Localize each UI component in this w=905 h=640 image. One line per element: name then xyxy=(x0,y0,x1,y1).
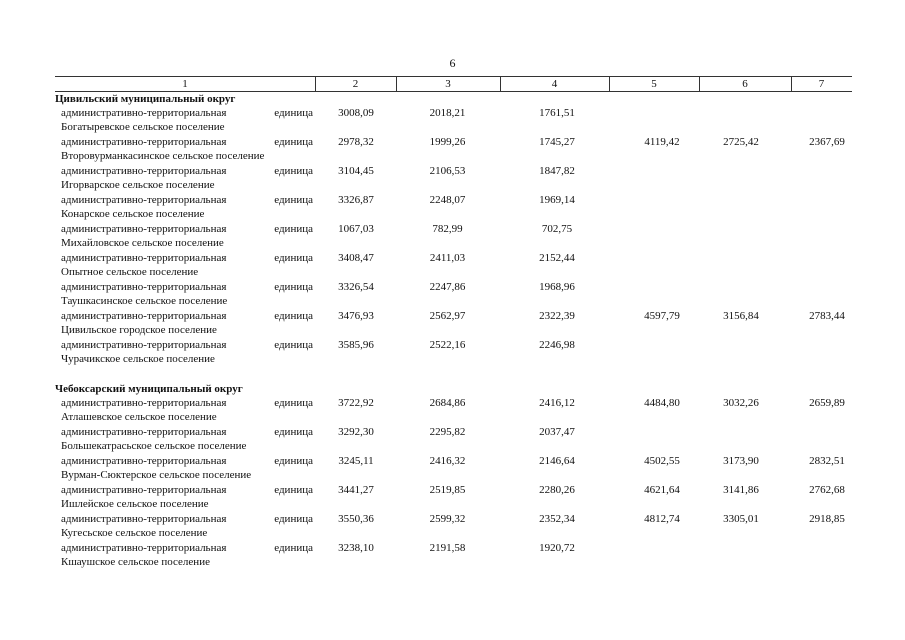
header-cell-2: 2 xyxy=(352,78,359,90)
row-settlement-name: Опытное сельское поселение xyxy=(61,266,199,278)
value-cell-col-7 xyxy=(779,251,875,265)
section-title: Цивильский муниципальный округ xyxy=(55,93,236,105)
row-unit-type: административно-территориальная единица xyxy=(61,223,313,235)
value-cell-col-7 xyxy=(779,193,875,207)
value-cell-col-4: 1968,96 xyxy=(539,281,575,293)
table-row xyxy=(55,193,852,222)
table-row xyxy=(55,425,852,454)
value-cell-col-3: 2416,32 xyxy=(429,455,466,467)
value-cell-col-4: 2322,39 xyxy=(539,310,575,322)
row-settlement-name: Второвурманкасинское сельское поселение xyxy=(61,150,265,162)
header-cell-7: 7 xyxy=(818,78,825,90)
table-row xyxy=(55,512,852,541)
row-unit-type: административно-территориальная единица xyxy=(61,136,313,148)
row-settlement-name: Атлашевское сельское поселение xyxy=(61,411,217,423)
value-cell-col-7 xyxy=(779,106,875,120)
row-settlement-name: Чурачикское сельское поселение xyxy=(61,353,215,365)
header-divider xyxy=(791,77,792,91)
row-unit-type: административно-территориальная единица xyxy=(61,484,313,496)
value-cell-col-4: 1969,14 xyxy=(539,194,575,206)
value-cell-col-5: 4484,80 xyxy=(644,397,680,409)
value-cell-col-2: 3008,09 xyxy=(338,107,374,119)
row-settlement-name: Михайловское сельское поселение xyxy=(61,237,224,249)
section-gap xyxy=(55,367,852,382)
row-unit-type: административно-территориальная единица xyxy=(61,513,313,525)
value-cell-col-7: 2918,85 xyxy=(809,513,845,525)
row-unit-type: административно-территориальная единица xyxy=(61,339,313,351)
table-body xyxy=(55,92,852,570)
value-cell-col-4: 2280,26 xyxy=(539,484,575,496)
value-cell-col-7 xyxy=(779,164,875,178)
value-cell-col-7 xyxy=(779,541,875,555)
header-divider xyxy=(315,77,316,91)
value-cell-col-4: 2146,64 xyxy=(539,455,575,467)
row-settlement-name: Богатыревское сельское поселение xyxy=(61,121,225,133)
value-cell-col-2: 2978,32 xyxy=(338,136,374,148)
row-settlement-name: Конарское сельское поселение xyxy=(61,208,205,220)
row-unit-type: административно-территориальная единица xyxy=(61,165,313,177)
value-cell-col-6: 3156,84 xyxy=(723,310,759,322)
value-cell-col-6: 2725,42 xyxy=(723,136,759,148)
value-cell-col-2: 3326,54 xyxy=(338,281,374,293)
page-number: 6 xyxy=(449,56,456,70)
header-divider xyxy=(396,77,397,91)
row-settlement-name: Игорварское сельское поселение xyxy=(61,179,215,191)
value-cell-col-4: 702,75 xyxy=(541,223,573,235)
value-cell-col-3: 2411,03 xyxy=(429,252,466,264)
table-row xyxy=(55,483,852,512)
value-cell-col-5: 4812,74 xyxy=(644,513,680,525)
value-cell-col-4: 2416,12 xyxy=(539,397,575,409)
value-cell-col-4: 2352,34 xyxy=(539,513,575,525)
row-settlement-name: Большекатрасьское сельское поселение xyxy=(61,440,247,452)
header-cell-1: 1 xyxy=(182,78,188,90)
row-unit-type: административно-территориальная единица xyxy=(61,281,313,293)
value-cell-col-3: 2522,16 xyxy=(429,339,466,351)
value-cell-col-7 xyxy=(779,338,875,352)
value-cell-col-7 xyxy=(779,425,875,439)
value-cell-col-2: 3550,36 xyxy=(338,513,374,525)
value-cell-col-2: 3245,11 xyxy=(338,455,374,467)
value-cell-col-6: 3032,26 xyxy=(723,397,759,409)
value-cell-col-5: 4597,79 xyxy=(644,310,680,322)
header-cell-3: 3 xyxy=(445,78,451,90)
row-settlement-name: Ишлейское сельское поселение xyxy=(61,498,209,510)
row-unit-type: административно-территориальная единица xyxy=(61,455,313,467)
row-unit-type: административно-территориальная единица xyxy=(61,426,313,438)
row-unit-type: административно-территориальная единица xyxy=(61,542,313,554)
value-cell-col-6: 3141,86 xyxy=(723,484,759,496)
value-cell-col-2: 3585,96 xyxy=(338,339,374,351)
table-row xyxy=(55,541,852,570)
table-row xyxy=(55,454,852,483)
value-cell-col-2: 1067,03 xyxy=(338,223,374,235)
value-cell-col-4: 2246,98 xyxy=(539,339,575,351)
value-cell-col-5: 4502,55 xyxy=(644,455,680,467)
table-row xyxy=(55,222,852,251)
row-unit-type: административно-территориальная единица xyxy=(61,310,313,322)
value-cell-col-5: 4621,64 xyxy=(644,484,680,496)
value-cell-col-2: 3408,47 xyxy=(338,252,374,264)
header-cell-4: 4 xyxy=(551,78,558,90)
value-cell-col-3: 782,99 xyxy=(432,223,463,235)
header-divider xyxy=(500,77,501,91)
value-cell-col-7: 2762,68 xyxy=(809,484,845,496)
value-cell-col-5: 4119,42 xyxy=(644,136,680,148)
table-row xyxy=(55,164,852,193)
value-cell-col-4: 1761,51 xyxy=(539,107,575,119)
table-row xyxy=(55,396,852,425)
value-cell-col-2: 3476,93 xyxy=(338,310,374,322)
value-cell-col-4: 1745,27 xyxy=(539,136,575,148)
value-cell-col-2: 3292,30 xyxy=(338,426,374,438)
header-divider xyxy=(609,77,610,91)
value-cell-col-7 xyxy=(779,222,875,236)
row-settlement-name: Кшаушское сельское поселение xyxy=(61,556,210,568)
value-cell-col-3: 2295,82 xyxy=(429,426,466,438)
value-cell-col-2: 3238,10 xyxy=(338,542,374,554)
table-row xyxy=(55,135,852,164)
value-cell-col-2: 3722,92 xyxy=(338,397,374,409)
value-cell-col-2: 3441,27 xyxy=(338,484,374,496)
section-title: Чебоксарский муниципальный округ xyxy=(55,383,243,395)
row-settlement-name: Цивильское городское поселение xyxy=(61,324,217,336)
value-cell-col-6: 3173,90 xyxy=(723,455,759,467)
value-cell-col-4: 1920,72 xyxy=(539,542,575,554)
value-cell-col-2: 3104,45 xyxy=(338,165,374,177)
value-cell-col-3: 2018,21 xyxy=(429,107,466,119)
row-unit-type: административно-территориальная единица xyxy=(61,397,313,409)
table-row xyxy=(55,106,852,135)
value-cell-col-7: 2367,69 xyxy=(809,136,845,148)
value-cell-col-4: 2152,44 xyxy=(539,252,575,264)
header-cell-6: 6 xyxy=(742,78,748,90)
value-cell-col-7 xyxy=(779,280,875,294)
value-cell-col-3: 2599,32 xyxy=(429,513,466,525)
row-settlement-name: Таушкасинское сельское поселение xyxy=(61,295,228,307)
value-cell-col-7: 2783,44 xyxy=(809,310,845,322)
row-unit-type: административно-территориальная единица xyxy=(61,107,313,119)
table-row xyxy=(55,280,852,309)
header-cell-5: 5 xyxy=(651,78,657,90)
value-cell-col-4: 2037,47 xyxy=(539,426,575,438)
table-row xyxy=(55,251,852,280)
row-settlement-name: Кугесьское сельское поселение xyxy=(61,527,208,539)
row-unit-type: административно-территориальная единица xyxy=(61,252,313,264)
value-cell-col-3: 2562,97 xyxy=(429,310,466,322)
table-header-row xyxy=(55,76,852,92)
row-settlement-name: Вурман-Сюктерское сельское поселение xyxy=(61,469,252,481)
header-divider xyxy=(699,77,700,91)
value-cell-col-3: 1999,26 xyxy=(429,136,466,148)
value-cell-col-3: 2248,07 xyxy=(429,194,466,206)
value-cell-col-6: 3305,01 xyxy=(723,513,759,525)
table-row xyxy=(55,338,852,367)
value-cell-col-7: 2832,51 xyxy=(809,455,845,467)
row-unit-type: административно-территориальная единица xyxy=(61,194,313,206)
data-table xyxy=(55,76,852,570)
value-cell-col-2: 3326,87 xyxy=(338,194,374,206)
value-cell-col-4: 1847,82 xyxy=(539,165,575,177)
value-cell-col-3: 2519,85 xyxy=(429,484,466,496)
value-cell-col-3: 2247,86 xyxy=(429,281,466,293)
value-cell-col-3: 2191,58 xyxy=(429,542,466,554)
value-cell-col-3: 2684,86 xyxy=(429,397,466,409)
table-row xyxy=(55,309,852,338)
value-cell-col-3: 2106,53 xyxy=(429,165,466,177)
value-cell-col-7: 2659,89 xyxy=(809,397,845,409)
